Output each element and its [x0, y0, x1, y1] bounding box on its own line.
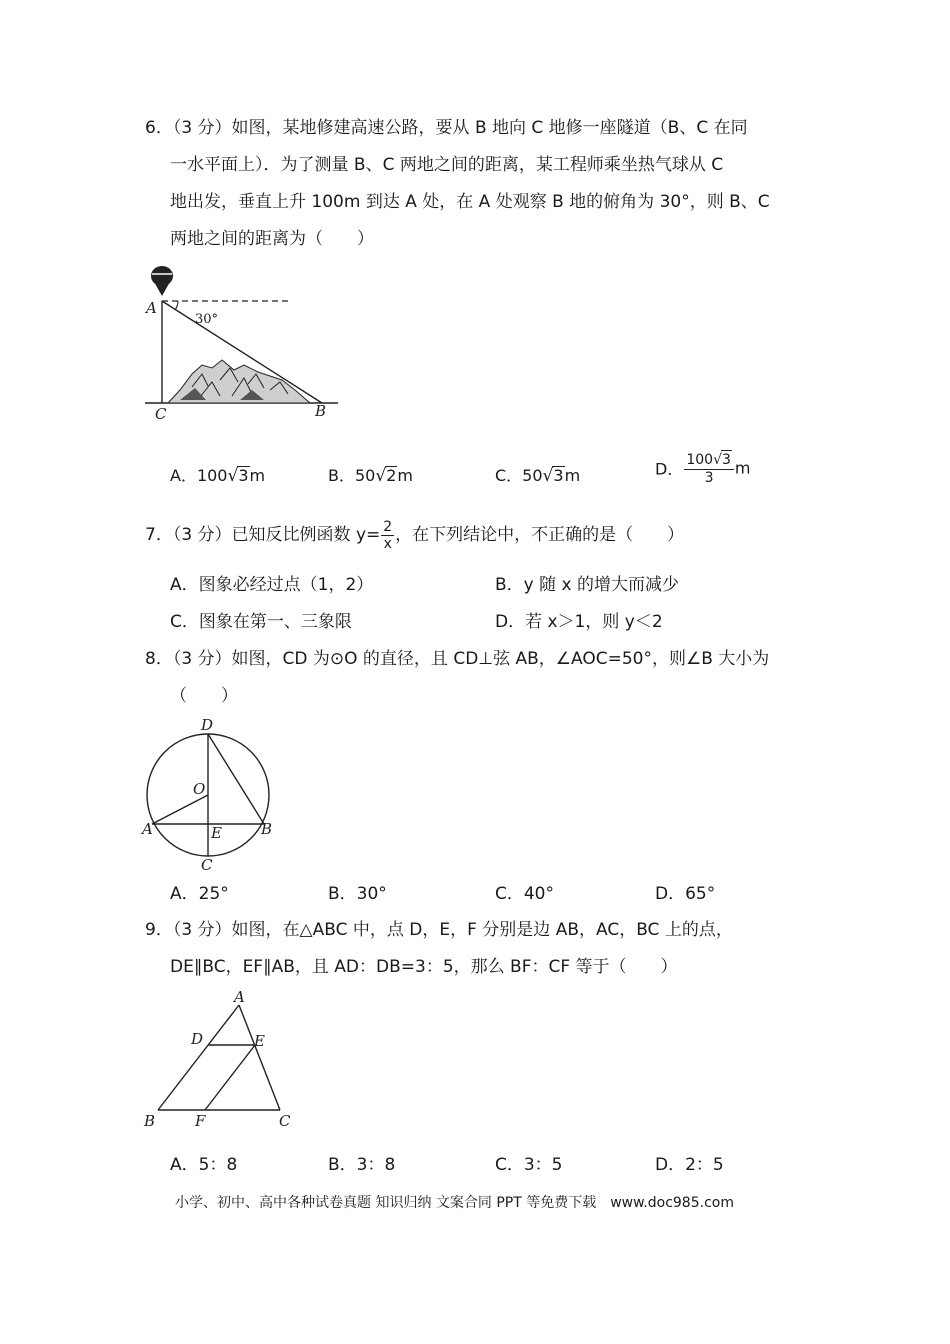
q9-option-d[interactable]: D．2：5 [655, 1155, 724, 1175]
q6-d-num: 100 [686, 452, 714, 468]
q7-option-d[interactable]: D．若 x＞1，则 y＜2 [495, 612, 663, 632]
label-C: C [279, 1112, 291, 1130]
q6-d-fraction: $\frac{100√3}{3}$ [684, 450, 734, 486]
q6-c-rad: 3 [553, 466, 564, 485]
q6-c-prefix: C．50 [495, 466, 543, 485]
q6-option-c[interactable]: C．50√3m [495, 466, 581, 486]
label-D: D [191, 1030, 204, 1048]
label-D: D [201, 716, 214, 734]
q6-b-unit: m [397, 466, 413, 485]
label-E: E [211, 824, 222, 842]
q7-frac-num: 2 [383, 518, 393, 535]
q7-prefix: 7．（3 分）已知反比例函数 y= [145, 525, 381, 545]
q7-option-c[interactable]: C．图象在第一、三象限 [170, 612, 352, 632]
q6-a-prefix: A．100 [170, 466, 228, 485]
q6-a-rad: 3 [238, 466, 249, 485]
q9-option-b[interactable]: B．3：8 [328, 1155, 396, 1175]
label-B: B [144, 1112, 156, 1130]
q8-option-a[interactable]: A．25° [170, 884, 229, 904]
q7-option-b[interactable]: B．y 随 x 的增大而减少 [495, 575, 679, 595]
label-C: C [201, 856, 213, 874]
q9-line-2: DE∥BC，EF∥AB，且 AD：DB=3：5，那么 BF：CF 等于（ ） [170, 957, 678, 977]
q6-line-1: 6．（3 分）如图，某地修建高速公路，要从 B 地向 C 地修一座隧道（B、C 在同 [145, 118, 748, 138]
q7-frac-den: x [383, 535, 392, 552]
label-E: E [254, 1032, 265, 1050]
label-A: A [146, 299, 157, 317]
q7-fraction [381, 519, 394, 552]
q6-option-a[interactable]: A．100√3m [170, 466, 266, 486]
label-B: B [261, 820, 273, 838]
q9-option-c[interactable]: C．3：5 [495, 1155, 563, 1175]
label-B: B [315, 402, 327, 420]
hot-air-balloon-icon [151, 266, 173, 296]
q7-option-a[interactable]: A．图象必经过点（1，2） [170, 575, 374, 595]
q9-line-1: 9．（3 分）如图，在△ABC 中，点 D，E，F 分别是边 AB，AC，BC 上的点， [145, 920, 733, 940]
label-A: A [234, 988, 245, 1006]
q9-option-a[interactable]: A．5：8 [170, 1155, 238, 1175]
q6-option-d[interactable] [655, 450, 751, 486]
label-C: C [155, 405, 167, 423]
q8-figure [140, 715, 280, 875]
q6-b-rad: 2 [386, 466, 397, 485]
label-A: A [142, 820, 153, 838]
q8-option-b[interactable]: B．30° [328, 884, 387, 904]
q6-d-prefix: D． [655, 459, 684, 479]
page-footer: 小学、初中、高中各种试卷真题 知识归纳 文案合同 PPT 等免费下载 www.doc985.com [175, 1195, 734, 1211]
q6-line-3: 地出发，垂直上升 100m 到达 A 处，在 A 处观察 B 地的俯角为 30°，则 B、C [170, 192, 770, 212]
q8-line-1: 8．（3 分）如图，CD 为⊙O 的直径，且 CD⊥弦 AB，∠AOC=50°，则∠B 大小为 [145, 649, 770, 669]
q6-a-unit: m [249, 466, 266, 485]
q6-d-num-rad: 3 [721, 452, 731, 468]
label-angle: 30° [195, 312, 219, 327]
q8-option-d[interactable]: D．65° [655, 884, 716, 904]
q6-b-prefix: B．50 [328, 466, 376, 485]
q7-suffix: ，在下列结论中，不正确的是（ ） [395, 525, 685, 545]
q6-option-b[interactable]: B．50√2m [328, 466, 413, 486]
label-O: O [193, 780, 206, 798]
q6-line-4: 两地之间的距离为（ ） [170, 229, 374, 249]
q8-option-c[interactable]: C．40° [495, 884, 555, 904]
q6-c-unit: m [564, 466, 581, 485]
q9-figure [140, 986, 300, 1134]
q6-d-unit: m [734, 458, 751, 478]
label-F: F [195, 1112, 206, 1130]
q7-stem [145, 517, 684, 554]
q6-d-den: 3 [704, 470, 714, 486]
q6-line-2: 一水平面上）．为了测量 B、C 两地之间的距离，某工程师乘坐热气球从 C [170, 155, 724, 175]
q6-figure [140, 262, 350, 427]
q8-line-2: （ ） [170, 686, 238, 706]
